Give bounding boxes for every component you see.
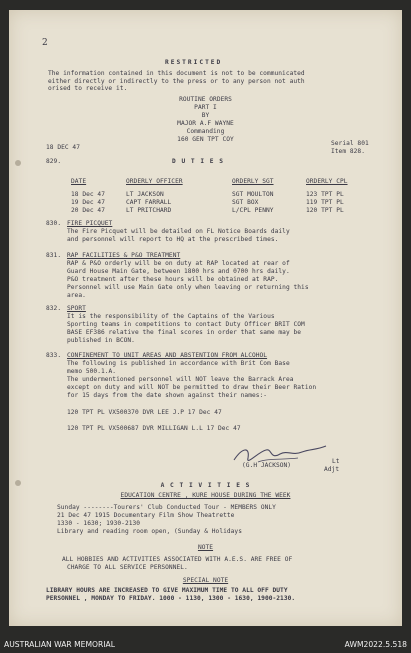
activities-heading: A C T I V I T I E S xyxy=(160,482,251,489)
footer-institution: AUSTRALIAN WAR MEMORIAL xyxy=(4,640,115,649)
duties-cell: SGT BOX xyxy=(232,199,259,206)
restricted-notice-line: The information contained in this document is not to be communicated xyxy=(48,70,305,77)
duties-heading: D U T I E S xyxy=(172,158,224,165)
activity-line: Sunday --------Tourers' Club Conducted Tour - MEMBERS ONLY xyxy=(57,504,276,511)
section-line: Personnel will use Main Gate only when leaving or returning this xyxy=(67,284,309,291)
section-line: Sporting teams in competitions to contact Duty Officer BRIT COM xyxy=(67,321,305,328)
section-line: Guard House Main Gate, between 1800 hrs and 0700 hrs daily. xyxy=(67,268,290,275)
duties-item-number: 829. xyxy=(46,158,62,165)
order-title-line: MAJOR A.F WAYNE xyxy=(177,120,234,127)
activity-line: 1330 - 1630; 1930-2130 xyxy=(57,520,141,527)
duties-col-cpl: ORDERLY CPL xyxy=(306,178,348,185)
section-line: The Fire Picquet will be detailed on FL Notice Boards daily xyxy=(67,228,290,235)
item-number: Item 828. xyxy=(331,148,365,155)
section-number: 831. xyxy=(46,252,62,259)
section-line: The undermentioned personnel will NOT leave the Barrack Area xyxy=(67,376,294,383)
activity-line: Library and reading room open, (Sunday & Holidays xyxy=(57,528,242,535)
section-line: memo 500.1.A. xyxy=(67,368,117,375)
section-line: The following is published in accordance with Brit Com Base xyxy=(67,360,290,367)
section-line: published in BCON. xyxy=(67,337,135,344)
restricted-notice-line: orised to receive it. xyxy=(48,85,128,92)
duties-cell: LT PRITCHARD xyxy=(126,207,172,214)
duties-col-date: DATE xyxy=(71,178,87,185)
duties-cell: 20 Dec 47 xyxy=(71,207,105,214)
section-line: and personnel will report to HQ at the prescribed times. xyxy=(67,236,279,243)
section-number: 832. xyxy=(46,305,62,312)
special-note-line: LIBRARY HOURS ARE INCREASED TO GIVE MAXIMUM TIME TO ALL OFF DUTY xyxy=(46,587,288,594)
duties-cell: SGT MOULTON xyxy=(232,191,274,198)
note-line: ALL HOBBIES AND ACTIVITIES ASSOCIATED WITH A.E.S. ARE FREE OF xyxy=(62,556,293,563)
section-line: It is the responsibility of the Captains of the Various xyxy=(67,313,275,320)
section-line: except on duty and will NOT be permitted to draw their Beer Ration xyxy=(67,384,317,391)
signature-role: Adjt xyxy=(324,466,340,473)
section-number: 833. xyxy=(46,352,62,359)
duties-col-sgt: ORDERLY SGT xyxy=(232,178,274,185)
signature-rank: Lt xyxy=(332,458,340,465)
signature-name: (G.H JACKSON) xyxy=(242,462,292,469)
section-title: RAP FACILITIES & P&O TREATMENT xyxy=(67,252,181,259)
punch-hole xyxy=(15,160,21,166)
section-title: SPORT xyxy=(67,305,86,312)
order-title-line: ROUTINE ORDERS xyxy=(179,96,232,103)
page-mark: 2 xyxy=(42,38,48,48)
archive-footer xyxy=(0,636,411,653)
section-line: for 15 days from the date shown against their names:- xyxy=(67,392,268,399)
duties-cell: 123 TPT PL xyxy=(306,191,344,198)
duties-cell: 119 TPT PL xyxy=(306,199,344,206)
section-number: 830. xyxy=(46,220,62,227)
order-title-line: PART I xyxy=(194,104,217,111)
duties-cell: L/CPL PENNY xyxy=(232,207,274,214)
duties-col-officer: ORDERLY OFFICER xyxy=(126,178,183,185)
footer-reference: AWM2022.5.518 xyxy=(344,640,407,649)
serial-number: Serial 801 xyxy=(331,140,369,147)
section-title: CONFINEMENT TO UNIT AREAS AND ABSTENTION FROM ALCOHOL xyxy=(67,352,268,359)
classification-heading: RESTRICTED xyxy=(165,59,223,66)
section-line: RAP & P&O orderly will be on duty at RAP located at rear of xyxy=(67,260,290,267)
duties-cell: LT JACKSON xyxy=(126,191,164,198)
special-note-heading: SPECIAL NOTE xyxy=(182,577,229,584)
confined-entry: 120 TPT PL VX500370 DVR LEE J.P 17 Dec 47 xyxy=(67,409,222,416)
section-title: FIRE PICQUET xyxy=(67,220,113,227)
note-heading: NOTE xyxy=(197,544,214,551)
duties-cell: 120 TPT PL xyxy=(306,207,344,214)
order-title-line: BY xyxy=(201,112,210,119)
restricted-notice-line: either directly or indirectly to the press or to any person not auth xyxy=(48,77,305,85)
activities-subheading: EDUCATION CENTRE , KURE HOUSE DURING THE WEEK xyxy=(120,492,291,499)
duties-cell: 19 Dec 47 xyxy=(71,199,105,206)
order-title-line: Commanding xyxy=(186,128,225,135)
duties-cell: CAPT FARRALL xyxy=(126,199,172,206)
activity-line: 21 Dec 47 1915 Documentary Film Show Theatrette xyxy=(57,512,235,519)
order-date: 18 DEC 47 xyxy=(46,144,80,151)
special-note-line: PERSONNEL , MONDAY TO FRIDAY. 1000 - 1130, 1300 - 1630, 1900-2130. xyxy=(46,595,296,602)
confined-entry: 120 TPT PL VX500687 DVR MILLIGAN L.L 17 Dec 47 xyxy=(67,425,241,432)
note-line: CHARGE TO ALL SERVICE PERSONNEL. xyxy=(67,564,188,571)
section-line: BASE EF386 relative the final scores in order that same may be xyxy=(67,329,302,336)
order-title-line: 160 GEN TPT COY xyxy=(177,136,234,143)
section-line: P&O treatment after these hours will be obtained at RAP. xyxy=(67,276,279,283)
duties-cell: 18 Dec 47 xyxy=(71,191,105,198)
section-line: area. xyxy=(67,292,86,299)
